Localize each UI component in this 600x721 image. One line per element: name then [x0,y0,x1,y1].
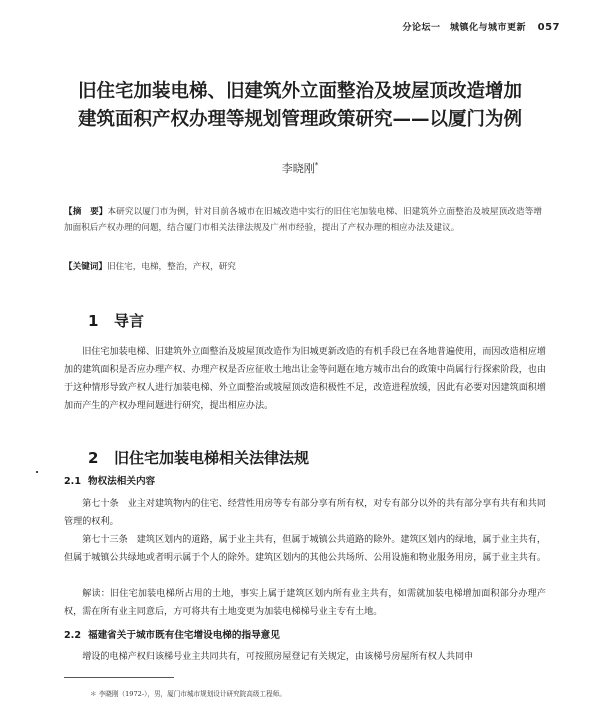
running-head-section: 分论坛一 城镇化与城市更新 [402,23,526,33]
abstract [64,204,542,236]
fujian-opinion-paragraph: 增设的电梯产权归该梯号业主共同共有，可按照房屋登记有关规定，由该梯号房屋所有权人共同申 [82,652,474,662]
keywords-text: 旧住宅，电梯，整治，产权，研究 [106,262,236,272]
section-2-title: 旧住宅加装电梯相关法律法规 [114,449,310,467]
author [0,160,600,176]
title-line-2: 建筑面积产权办理等规划管理政策研究——以厦门为例 [77,109,522,130]
section-1-heading [88,310,144,331]
keywords [64,259,542,275]
author-footnote-mark: * [314,161,319,170]
interpretation-paragraph: 解读：旧住宅加装电梯所占用的土地，事实上属于建筑区划内所有业主共有，如需就加装电梯增加面积部分办理产权，需在所有业主同意后，方可将共有土地变更为加装电梯梯号业主专有土地。 [64,589,546,617]
margin-mark [36,471,38,473]
section-1-paragraph: 旧住宅加装电梯、旧建筑外立面整治及坡屋顶改造作为旧城更新改造的有机手段已在各地普遍使用，而因改造相应增加的建筑面积是否应办理产权、办理产权是否应征收土地出让金等问题在地方城市出台的政策中尚属行行探索阶段，也由于这种情形导致产权人进行加装电梯、外立面整治或坡屋顶改造积极性不足，改造进程放缓，因此有必要对因建筑面积增加而产生的产权办理问题进行研究，提出相应办法。 [64,347,546,411]
subsection-2-2-number: 2.2 [64,630,81,641]
footnote-divider [64,677,174,678]
page-number: 057 [537,22,560,33]
abstract-label: 【摘 要】 [64,207,108,217]
subsection-2-1-number: 2.1 [64,476,81,487]
article-73-paragraph: 第七十三条 建筑区划内的道路，属于业主共有，但属于城镇公共道路的除外。建筑区划内的绿地，属于业主共有，但属于城镇公共绿地或者明示属于个人的除外。建筑区划内的其他公共场所、公用设施和物业服务用房，属于业主共有。 [64,535,546,563]
subsection-2-1-heading [64,473,155,487]
running-head [402,20,560,33]
author-name: 李晓刚 [281,162,315,175]
subsection-2-2-title: 福建省关于城市既有住宅增设电梯的指导意见 [88,630,280,641]
abstract-text: 本研究以厦门市为例，针对目前各城市在旧城改造中实行的旧住宅加装电梯、旧建筑外立面整治及坡屋顶改造等增加面积后产权办理的问题，结合厦门市相关法律法规及广州市经验，提出了产权办理的相应办法及建议。 [64,207,542,233]
section-1-number: 1 [88,312,99,330]
keywords-label: 【关键词】 [64,262,107,272]
paper-title [60,78,540,134]
section-1-title: 导言 [114,312,145,330]
subsection-2-2-heading [64,627,280,641]
section-2-heading [88,447,309,468]
section-2-number: 2 [88,449,99,467]
author-footnote: ＊ 李晓刚（1972-），男，厦门市城市规划设计研究院高级工程师。 [90,690,286,698]
article-70-paragraph: 第七十条 业主对建筑物内的住宅、经营性用房等专有部分享有所有权，对专有部分以外的共有部分享有共有和共同管理的权利。 [64,499,546,527]
title-line-1: 旧住宅加装电梯、旧建筑外立面整治及坡屋顶改造增加 [77,81,522,102]
subsection-2-1-title: 物权法相关内容 [88,476,156,487]
